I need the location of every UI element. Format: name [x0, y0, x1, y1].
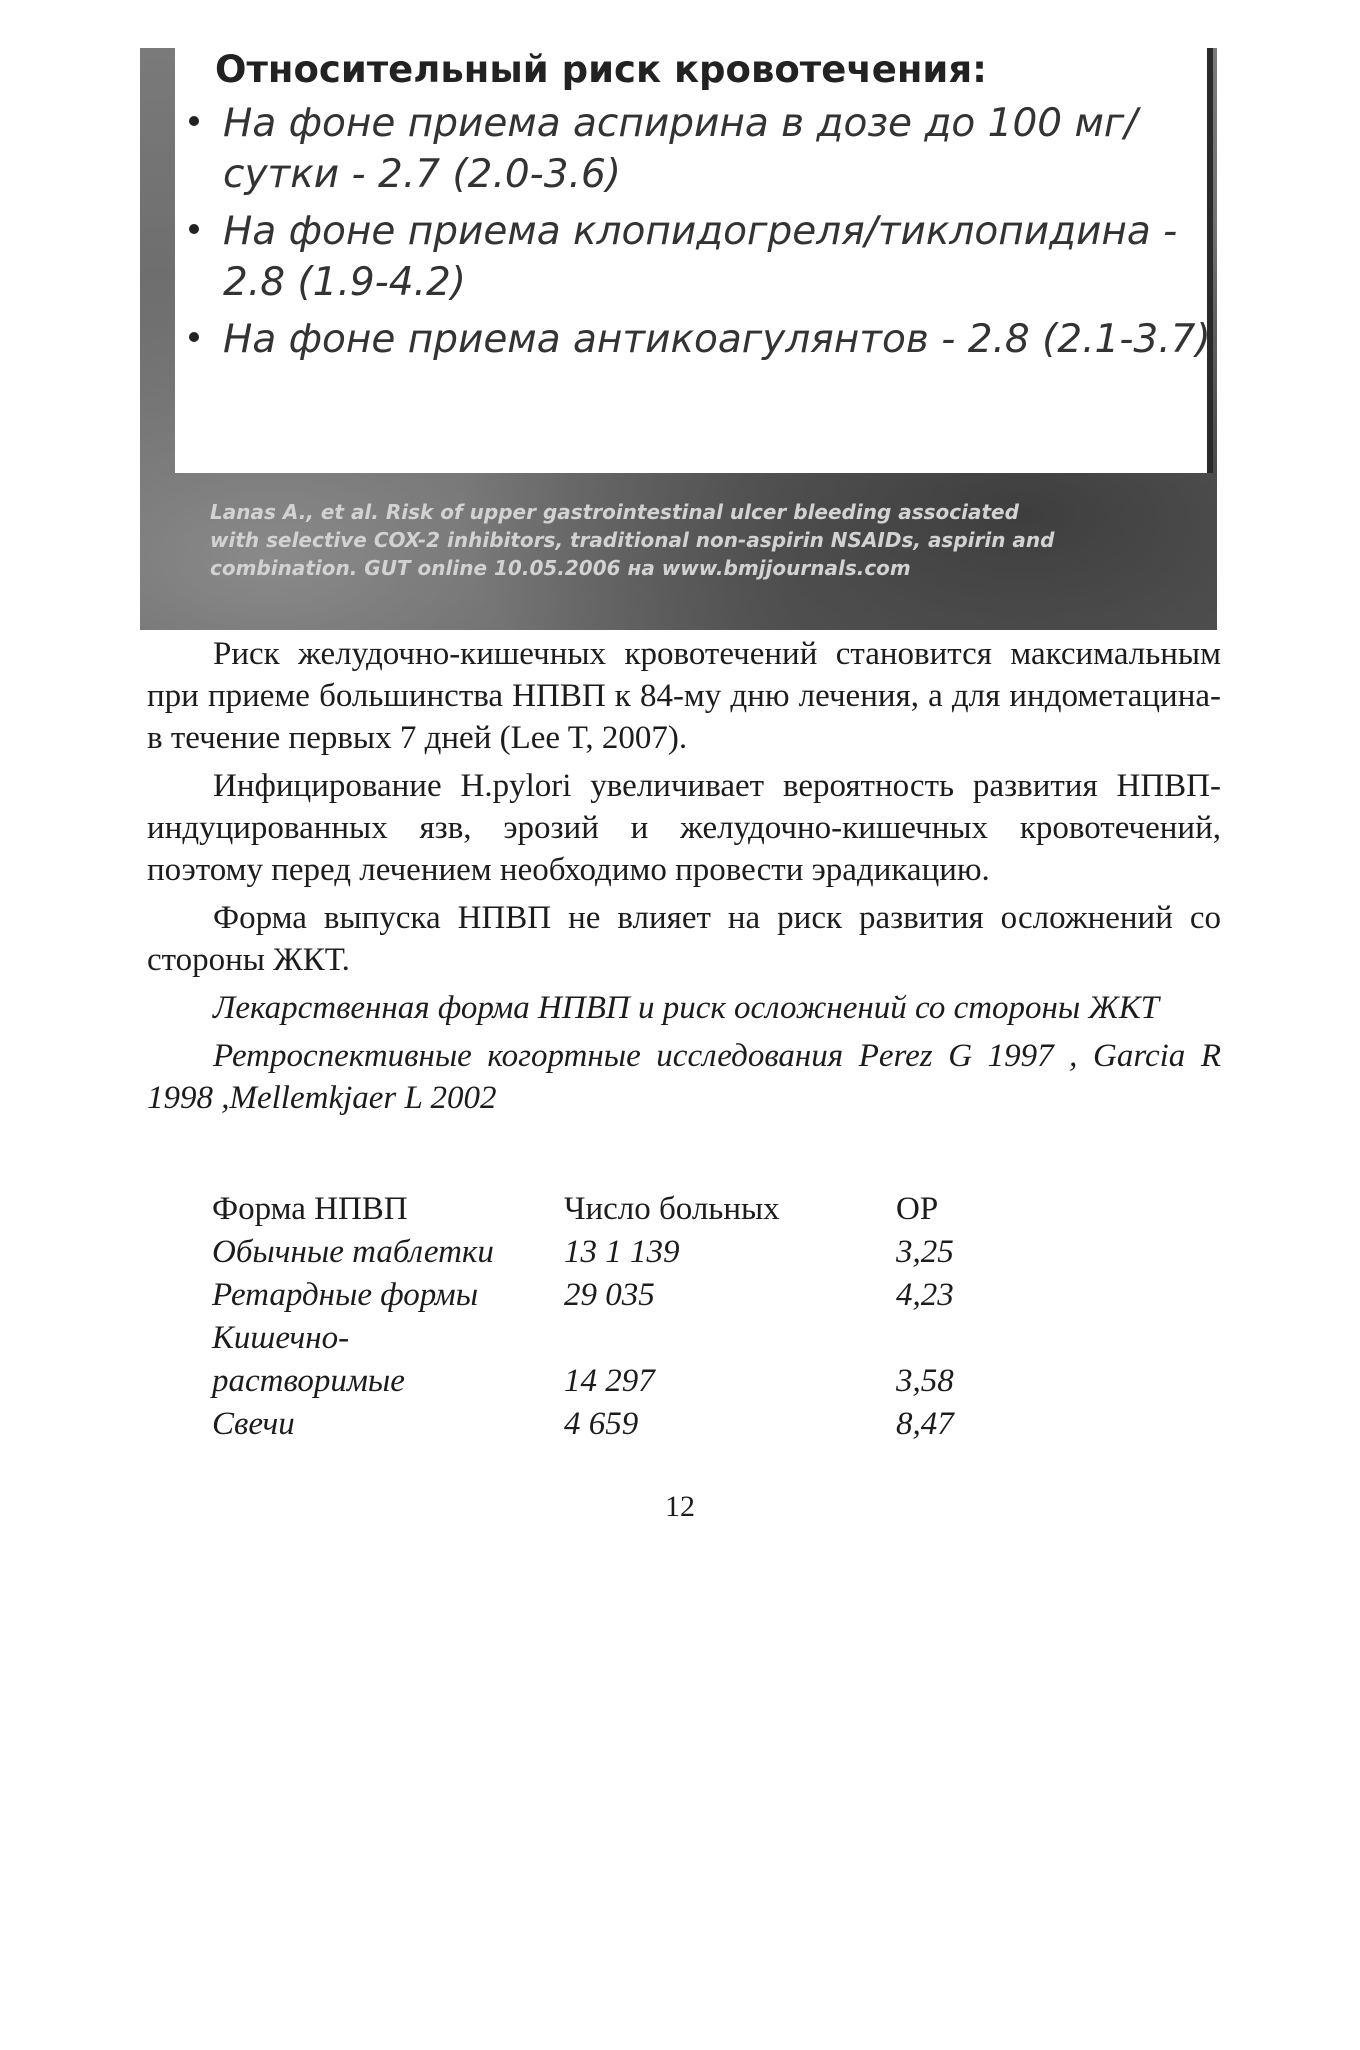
slide-text-panel: [175, 48, 1213, 473]
paragraph: Форма выпуска НПВП не влияет на риск развития осложнений со стороны ЖКТ.: [147, 900, 1221, 978]
table-cell: 4 659: [564, 1406, 639, 1442]
table-caption: Лекарственная форма НПВП и риск осложнений со стороны ЖКТ: [213, 990, 1160, 1026]
slide-bullet-item: [175, 206, 1215, 308]
table-header-cell: ОР: [896, 1191, 939, 1227]
table-cell: 14 297: [564, 1363, 655, 1399]
body-text: [147, 633, 1221, 1125]
table-row: [212, 1317, 1112, 1403]
page-number: 12: [665, 1490, 695, 1523]
slide-citation: Lanas A., et al. Risk of upper gastrointestinal ulcer bleeding associated with selective COX-2 inhibitors, traditional non-aspirin NSAIDs, aspirin and combination. GUT online 10.05.2006 на www.bmjjournals.com: [210, 500, 1055, 580]
slide-bullet-text: На фоне приема антикоагулянтов - 2.8 (2.1-3.7): [223, 317, 1211, 362]
table-cell: 8,47: [896, 1406, 954, 1442]
table-cell: Кишечно-растворимые: [212, 1320, 405, 1399]
bullet-icon: [189, 332, 199, 342]
table-cell: Ретардные формы: [212, 1277, 479, 1313]
slide-bullet-text: На фоне приема аспирина в дозе до 100 мг/сутки - 2.7 (2.0-3.6): [223, 101, 1138, 197]
table-header-row: [212, 1188, 1112, 1231]
slide-bullet-item: [175, 98, 1215, 200]
bullet-icon: [189, 224, 199, 234]
table-cell: 4,23: [896, 1277, 954, 1313]
table-cell: Обычные таблетки: [212, 1234, 494, 1270]
table-cell: 3,25: [896, 1234, 954, 1270]
slide-heading: Относительный риск кровотечения:: [215, 48, 987, 91]
table-header-cell: Форма НПВП: [212, 1191, 408, 1227]
slide-bullet-list: [175, 98, 1215, 371]
slide-bullet-text: На фоне приема клопидогреля/тиклопидина - 2.8 (1.9-4.2): [223, 209, 1178, 305]
data-table: [212, 1188, 1112, 1446]
table-cell: 13 1 139: [564, 1234, 680, 1270]
paragraph: Инфицирование H.pylori увеличивает вероятность развития НПВП-индуцированных язв, эрозий и желудочно-кишечных кровотечений, поэтому перед лечением необходимо провести эрадикацию.: [147, 768, 1221, 888]
table-cell: 29 035: [564, 1277, 655, 1313]
table-header-cell: Число больных: [564, 1191, 780, 1227]
table-row: [212, 1403, 1112, 1446]
paragraph: Риск желудочно-кишечных кровотечений становится максимальным при приеме большинства НПВП к 84-му дню лечения, а для индометацина- в течение первых 7 дней (Lee T, 2007).: [147, 636, 1221, 756]
slide-bullet-item: [175, 314, 1215, 365]
table-row: [212, 1231, 1112, 1274]
table-source: Ретроспективные когортные исследования Perez G 1997 , Garcia R 1998 ,Mellemkjaer L 2002: [147, 1038, 1221, 1116]
slide-image: [140, 48, 1217, 630]
table-row: [212, 1274, 1112, 1317]
bullet-icon: [189, 116, 199, 126]
table-cell: 3,58: [896, 1363, 954, 1399]
table-cell: Свечи: [212, 1406, 295, 1442]
